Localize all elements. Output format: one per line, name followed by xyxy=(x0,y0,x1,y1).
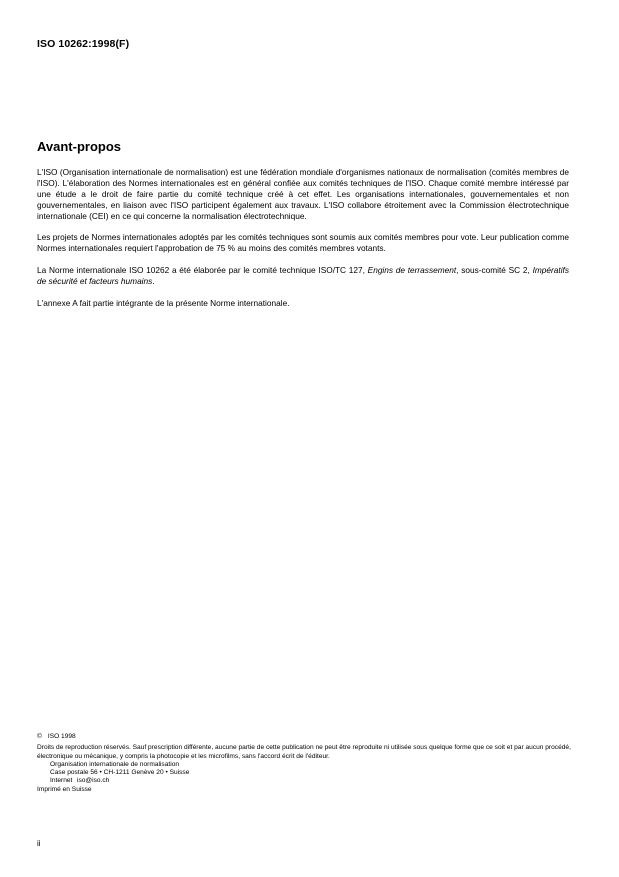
organisation-name: Organisation internationale de normalisation xyxy=(50,760,180,768)
paragraph-3-text-c: . xyxy=(152,275,155,286)
internet-label: Internet xyxy=(50,777,73,785)
section-title: Avant-propos xyxy=(37,139,122,154)
paragraph-2: Les projets de Normes internationales adoptés par les comités techniques sont soumis aux comités membres pour vote. Leur publication comme Normes internationales requiert l'approbation de 75 % au moins des comités membres votants. xyxy=(37,232,569,254)
standard-identifier: ISO 10262:1998(F) xyxy=(37,38,130,50)
internet-line xyxy=(37,777,582,785)
paragraph-3-text-a: La Norme internationale ISO 10262 a été élaborée par le comité technique ISO/TC 127, xyxy=(37,264,368,275)
copyright-icon: © xyxy=(37,733,42,740)
rights-notice: Droits de reproduction réservés. Sauf prescription différente, aucune partie de cette publication ne peut être reproduite ni utilisée sous quelque forme que ce soit et par aucun procédé, électronique ou mécanique, y compris la photocopie et les microfilms, sans l'accord écrit de l'éditeur. xyxy=(37,744,571,760)
copyright-line xyxy=(37,733,582,741)
foreword-body xyxy=(37,167,569,308)
subcommittee-title: Impératifs de sécurité et facteurs humains xyxy=(37,264,569,286)
page-number: ii xyxy=(37,839,41,848)
copyright-text: ISO 1998 xyxy=(47,733,76,740)
paragraph-3 xyxy=(37,265,569,287)
paragraph-4: L'annexe A fait partie intégrante de la présente Norme internationale. xyxy=(37,297,290,308)
postal-address: Case postale 56 • CH-1211 Genève 20 • Suisse xyxy=(50,769,190,777)
printed-in: Imprimé en Suisse xyxy=(37,785,92,793)
paragraph-1: L'ISO (Organisation internationale de normalisation) est une fédération mondiale d'organismes nationaux de normalisation (comités membres de l'ISO). L'élaboration des Normes internationales est en général confiée aux comités techniques de l'ISO. Chaque comité membre intéressé par une étude a le droit de faire partie du comité technique créé à cet effet. Les organisations internationales, gouvernementales et non gouvernementales, en liaison avec l'ISO participent également aux travaux. L'ISO collabore étroitement avec la Commission électrotechnique internationale (CEI) en ce qui concerne la normalisation électrotechnique. xyxy=(37,167,569,221)
internet-email: iso@iso.ch xyxy=(77,777,110,785)
committee-title: Engins de terrassement xyxy=(367,264,457,275)
paragraph-3-text-b: , sous-comité SC 2, xyxy=(456,264,533,275)
copyright-footer xyxy=(37,733,582,794)
